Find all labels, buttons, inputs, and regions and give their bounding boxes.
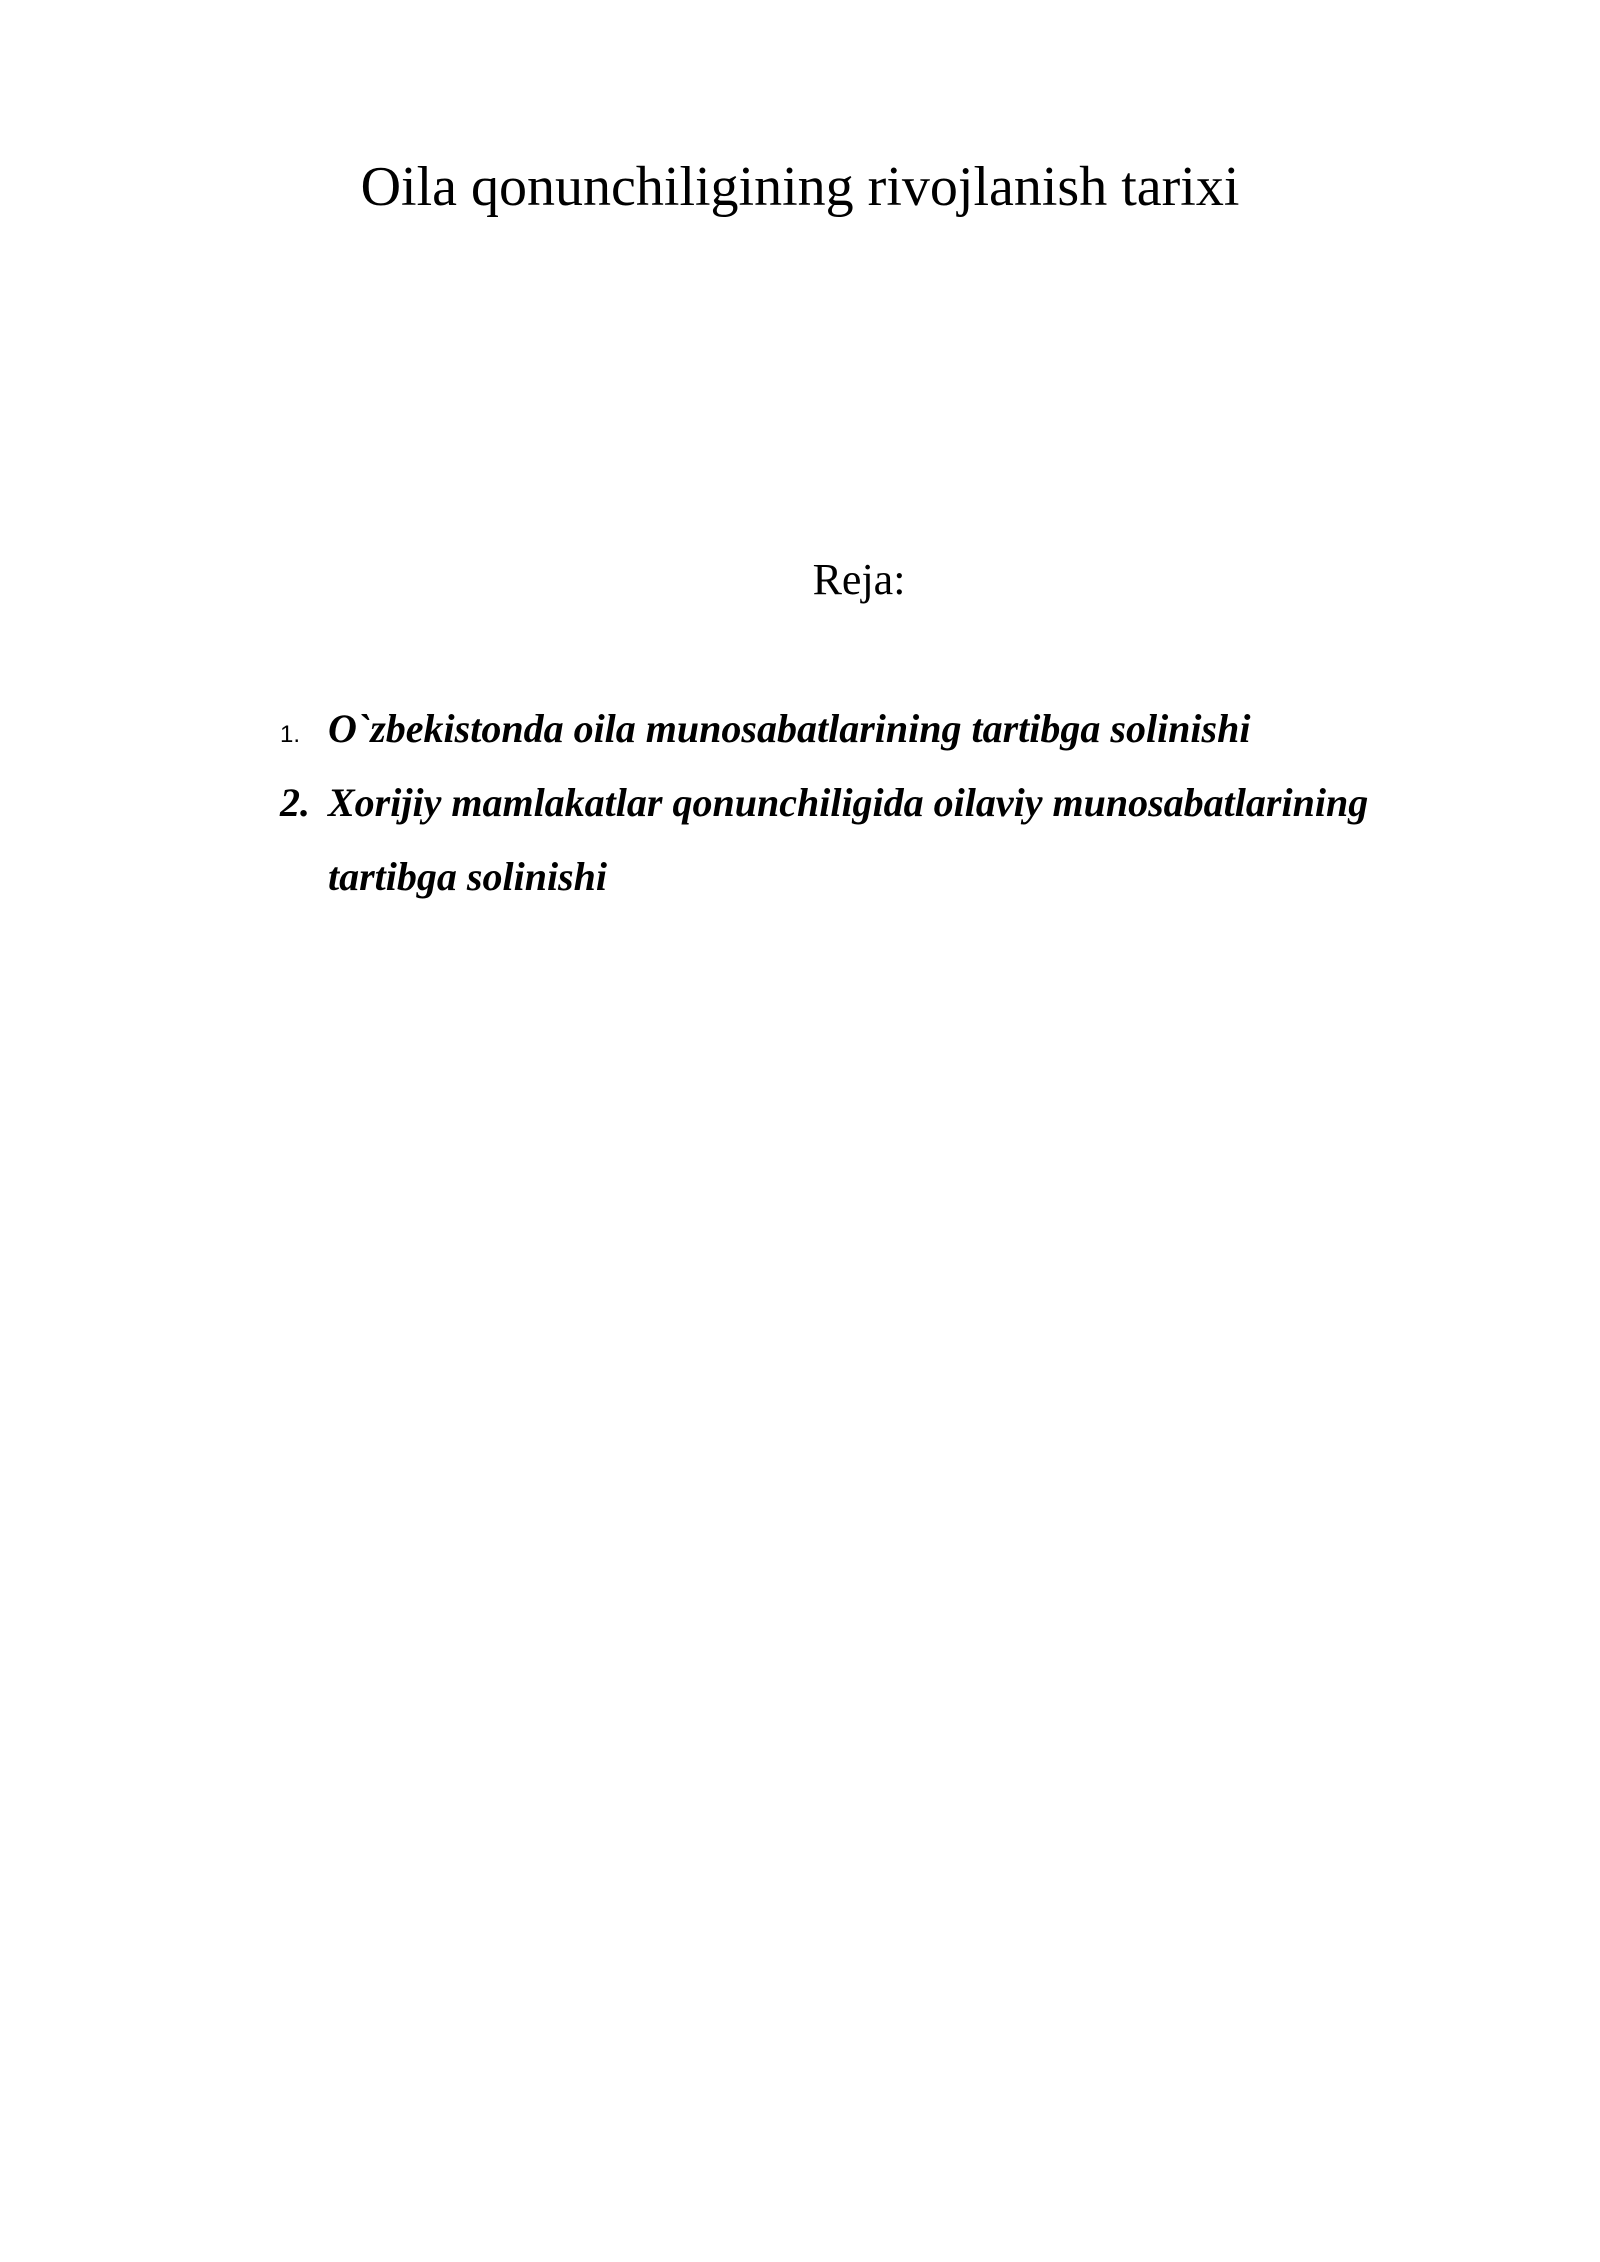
plan-item: [280, 692, 1480, 766]
plan-item-text: Xorijiy mamlakatlar qonunchiligida oilaviy munosabatlarining tartibga solinishi: [328, 780, 1369, 899]
plan-item-number: 2.: [280, 780, 310, 825]
plan-item-text: O`zbekistonda oila munosabatlarining tartibga solinishi: [328, 706, 1251, 751]
plan-item: [280, 766, 1480, 914]
document-title: Oila qonunchiligining rivojlanish tarixi: [360, 156, 1240, 218]
plan-item-number: 1.: [280, 721, 301, 748]
plan-list: [280, 692, 1480, 914]
plan-heading: Reja:: [812, 555, 906, 604]
